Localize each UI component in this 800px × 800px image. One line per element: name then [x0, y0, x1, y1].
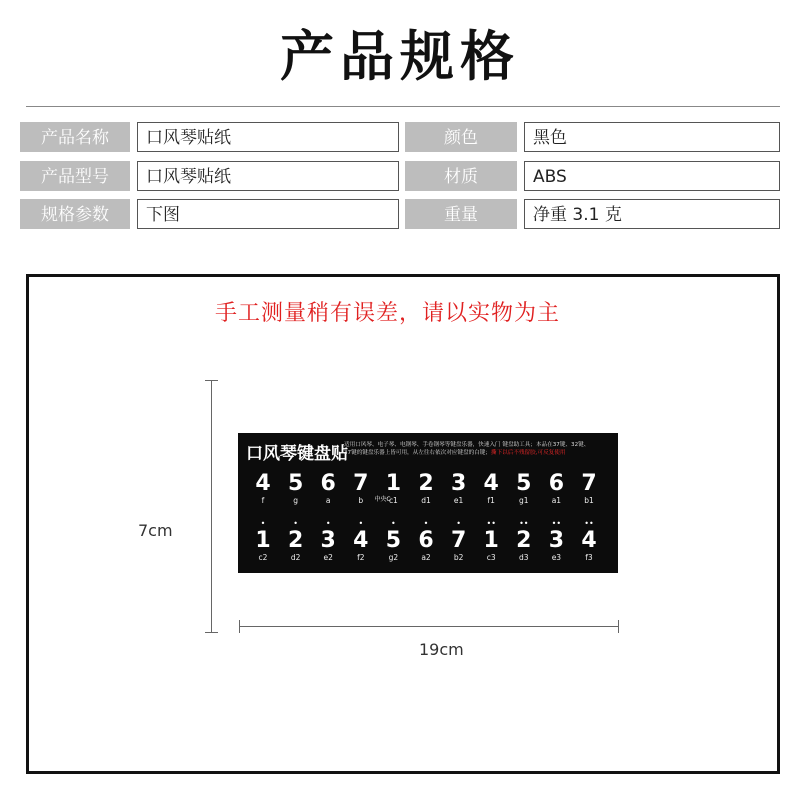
key-number: 2 [418, 471, 434, 496]
key-note: d2 [290, 553, 301, 562]
key-number: 3 [450, 471, 467, 496]
key-number: 7 [353, 471, 369, 496]
sticker-key [281, 471, 311, 521]
width-label: 19cm [419, 640, 464, 659]
spec-label: 重量 [405, 199, 517, 229]
key-note: g1 [519, 496, 529, 505]
key-note: b1 [584, 496, 594, 505]
key-number: 5 [385, 528, 402, 553]
sticker-info-line: 27键的键盘乐器上皆可用，从左往右依次对应键盘的白键； [344, 450, 491, 456]
octave-dot: • [293, 519, 298, 528]
octave-dot: •• [584, 519, 594, 528]
key-note: e1 [453, 496, 464, 505]
key-number: 4 [353, 528, 369, 553]
key-note: c3 [486, 553, 496, 562]
width-dimension-line [239, 626, 619, 627]
sticker-key [444, 471, 474, 521]
key-number: 6 [548, 471, 565, 496]
key-note: c1 [388, 496, 398, 505]
key-number: 3 [548, 528, 565, 553]
middle-c-label: 中央C [374, 496, 391, 503]
spec-value: 净重 3.1 克 [524, 199, 780, 229]
sticker-key [313, 471, 343, 521]
spec-value: ABS [524, 161, 780, 191]
sticker-info-warning: 撕下以后不残留胶,可反复使用 [490, 450, 566, 456]
spec-row [20, 122, 800, 154]
sticker-key [541, 471, 571, 521]
sticker-info [344, 441, 614, 457]
key-number: 4 [581, 528, 597, 553]
spec-value: 黑色 [524, 122, 780, 152]
key-number: 5 [516, 471, 532, 496]
sticker-key [476, 471, 506, 521]
key-number: 4 [483, 471, 499, 496]
key-note: d1 [421, 496, 431, 505]
sticker-key [574, 471, 604, 521]
sticker-key [411, 520, 441, 570]
spec-row [20, 199, 800, 231]
key-note: a1 [551, 496, 562, 505]
width-dimension-tick [618, 620, 619, 633]
octave-dot: • [325, 519, 331, 528]
sticker-key [346, 520, 376, 570]
sticker-key [248, 520, 278, 570]
key-number: 7 [581, 471, 597, 496]
sticker-key [444, 520, 474, 570]
spec-row [20, 161, 800, 193]
spec-value: 下图 [137, 199, 399, 229]
key-number: 1 [483, 528, 499, 553]
key-note: a [325, 496, 331, 505]
octave-dot: •• [486, 519, 496, 528]
sticker-key [476, 520, 506, 570]
key-number: 3 [320, 528, 336, 553]
sticker-key [509, 520, 539, 570]
key-note: e3 [551, 553, 562, 562]
key-note: c2 [258, 553, 268, 562]
spec-label: 颜色 [405, 122, 517, 152]
height-dimension-tick [205, 632, 218, 633]
octave-dot: • [423, 519, 429, 528]
key-note: b2 [453, 553, 464, 562]
title-divider [26, 106, 780, 107]
key-note: f2 [357, 553, 365, 562]
key-number: 1 [385, 471, 402, 496]
height-label: 7cm [138, 521, 173, 540]
octave-dot: •• [519, 519, 529, 528]
key-number: 2 [287, 528, 304, 553]
key-note: f [261, 496, 265, 505]
width-dimension-tick [239, 620, 240, 633]
key-note: d3 [519, 553, 529, 562]
height-dimension-line [211, 380, 212, 633]
key-number: 2 [516, 528, 532, 553]
sticker-key [346, 471, 376, 521]
key-number: 7 [450, 528, 467, 553]
key-note: g2 [388, 553, 399, 562]
octave-dot: • [391, 519, 396, 528]
key-number: 6 [418, 528, 434, 553]
sticker-key [509, 471, 539, 521]
spec-label: 产品名称 [20, 122, 130, 152]
key-note: g [293, 496, 298, 505]
spec-value: 口风琴贴纸 [137, 122, 399, 152]
key-note: f3 [585, 553, 593, 562]
keyboard-sticker [238, 433, 618, 573]
sticker-key [541, 520, 571, 570]
octave-dot: • [358, 519, 364, 528]
spec-label: 规格参数 [20, 199, 130, 229]
spec-label: 产品型号 [20, 161, 130, 191]
key-note: e2 [323, 553, 333, 562]
page-title: 产品规格 [280, 25, 520, 88]
octave-dot: •• [551, 519, 562, 528]
key-note: f1 [487, 496, 495, 505]
sticker-key [574, 520, 604, 570]
sticker-title: 口风琴键盘贴 [246, 444, 348, 464]
key-note: b [358, 496, 364, 505]
sticker-key [281, 520, 311, 570]
measurement-notice: 手工测量稍有误差，请以实物为主 [214, 301, 560, 326]
octave-dot: • [456, 519, 461, 528]
octave-dot: • [260, 519, 266, 528]
key-number: 1 [255, 528, 271, 553]
sticker-key [411, 471, 441, 521]
key-note: a2 [421, 553, 431, 562]
sticker-key [378, 520, 408, 570]
sticker-key [248, 471, 278, 521]
spec-label: 材质 [405, 161, 517, 191]
spec-value: 口风琴贴纸 [137, 161, 399, 191]
key-number: 4 [255, 471, 271, 496]
key-number: 6 [320, 471, 336, 496]
height-dimension-tick [205, 380, 218, 381]
sticker-info-line: 适用口风琴、电子琴、电钢琴、手卷钢琴等键盘乐器，快速入门 键盘助工具；本品在37键、32键、 [344, 442, 590, 448]
sticker-key [313, 520, 343, 570]
key-number: 5 [287, 471, 304, 496]
